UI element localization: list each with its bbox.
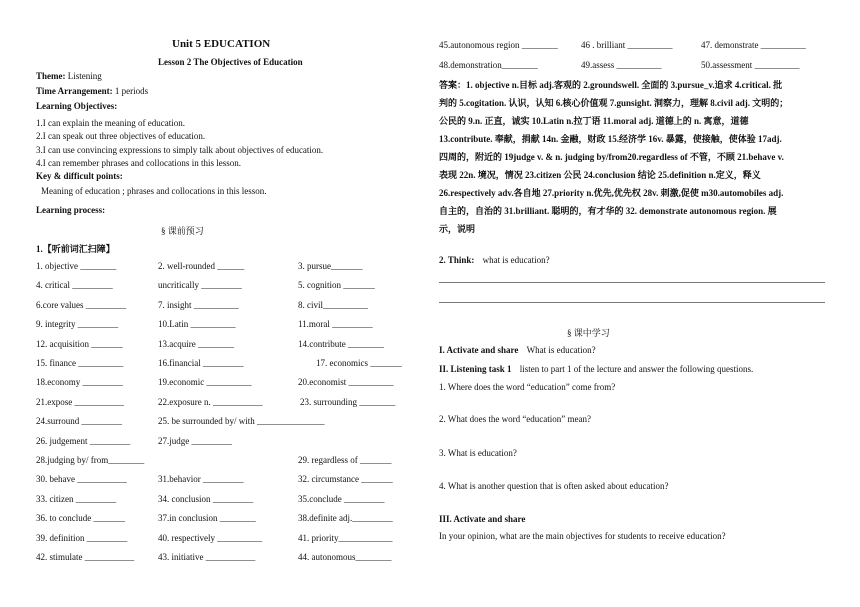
- vocab-item: 5. cognition _______: [298, 280, 375, 291]
- vocab-item: 26. judgement _________: [36, 435, 131, 446]
- vocab-item: 31.behavior _________: [158, 474, 244, 485]
- vocab-item: 15. finance __________: [36, 358, 124, 368]
- listening-label: II. Listening task 1: [439, 364, 512, 374]
- vocab-item: 25. be surrounded by/ with _______________: [158, 416, 325, 427]
- vocab-item: 13.acquire ________: [158, 338, 234, 349]
- vocab-item: 11.moral _________: [298, 319, 373, 330]
- activate3-text: In your opinion, what are the main objectives for students to receive education?: [439, 531, 726, 541]
- think-label: 2. Think:: [439, 255, 475, 265]
- vocab-item: 39. definition _________: [36, 532, 128, 543]
- objective-item: 4.I can remember phrases and collocations in this lesson.: [36, 158, 241, 168]
- vocab-item: 47. demonstrate __________: [701, 40, 806, 50]
- vocab-item: 20.economist __________: [298, 377, 394, 388]
- time-line: [36, 86, 148, 96]
- vocab-item: 37.in conclusion ________: [158, 513, 256, 524]
- activate-share-1: [439, 345, 596, 355]
- vocab-item: 14.contribute ________: [298, 338, 384, 349]
- question-item: 3. What is education?: [439, 448, 517, 458]
- vocab-item: 29. regardless of _______: [298, 455, 392, 465]
- vocab-item: 17. economics _______: [316, 358, 402, 368]
- vocab-item: 44. autonomous________: [298, 552, 392, 562]
- vocab-item: 50.assessment __________: [701, 60, 800, 70]
- answer-line: 判的 5.cogitation. 认识，认知 6.核心价值观 7.gunsight. 洞察力，理解 8.civil adj. 文明的；: [439, 98, 789, 108]
- vocab-item: 7. insight __________: [158, 299, 239, 310]
- vocab-item: 8. civil__________: [298, 299, 368, 310]
- process-heading: Learning process:: [36, 205, 106, 215]
- answer-line: 自主的，自治的 31.brilliant. 聪明的，有才华的 32. demonstrate autonomous region. 展: [439, 206, 777, 216]
- vocab-item: 46 . brilliant __________: [581, 40, 673, 50]
- lesson-title: Lesson 2 The Objectives of Education: [158, 57, 303, 67]
- question-item: 4. What is another question that is often asked about education?: [439, 481, 669, 491]
- vocab-item: 18.economy _________: [36, 377, 123, 388]
- listening-task: [439, 364, 753, 374]
- vocab-item: 41. priority____________: [298, 532, 393, 543]
- answer-rule: [439, 302, 825, 303]
- answer-line: 13.contribute. 奉献，捐献 14n. 金融，财政 15.经济学 16v. 暴露，使接触，使体验 17adj.: [439, 134, 782, 144]
- answer-rule: [439, 282, 825, 283]
- unit-title: Unit 5 EDUCATION: [172, 38, 271, 50]
- activate1-text: What is education?: [526, 345, 596, 355]
- vocab-item: 28.judging by/ from________: [36, 455, 145, 465]
- vocab-item: 3. pursue_______: [298, 261, 363, 271]
- vocab-item: 19.economic __________: [158, 377, 252, 388]
- answer-line: 26.respectively adv.各自地 27.priority n.优先,优先权 28v. 刺激,促使 m30.automobiles adj.: [439, 188, 784, 198]
- vocab-item: 33. citizen _________: [36, 493, 117, 504]
- vocab-item: 27.judge _________: [158, 435, 232, 446]
- question-item: 1. Where does the word “education” come from?: [439, 382, 616, 392]
- vocab-item: 49.assess __________: [581, 60, 662, 70]
- vocab-item: 40. respectively __________: [158, 532, 263, 543]
- vocab-item: 24.surround _________: [36, 416, 122, 427]
- vocab-item: 38.definite adj._________: [298, 513, 393, 524]
- vocab-item: 36. to conclude _______: [36, 513, 125, 524]
- objective-item: 2.I can speak out three objectives of education.: [36, 131, 206, 141]
- answer-line: 表现 22n. 境况，情况 23.citizen 公民 24.conclusion 结论 25.definition n.定义，释义: [439, 170, 761, 180]
- vocab-item: 2. well-rounded ______: [158, 261, 245, 271]
- vocab-item: 10.Latin __________: [158, 319, 236, 330]
- answer-line: 示，说明: [439, 224, 476, 234]
- in-class-heading: § 课中学习: [567, 328, 610, 338]
- vocab-item: 43. initiative ___________: [158, 552, 256, 562]
- objective-item: 3.I can use convincing expressions to simply talk about objectives of education.: [36, 145, 324, 155]
- vocab-item: 42. stimulate ___________: [36, 552, 135, 562]
- time-label: Time Arrangement:: [36, 86, 113, 96]
- answer-line: 答案：1. objective n.目标 adj.客观的 2.groundswell. 全面的 3.pursue_v.追求 4.critical. 批: [439, 80, 783, 90]
- time-value: 1 periods: [114, 86, 149, 96]
- vocab-item: 1. objective ________: [36, 261, 117, 271]
- listening-text: listen to part 1 of the lecture and answer the following questions.: [519, 364, 754, 374]
- theme-value: Listening: [67, 71, 102, 81]
- objective-item: 1.I can explain the meaning of education.: [36, 118, 185, 128]
- theme-label: Theme:: [36, 71, 66, 81]
- vocab-item: 6.core values _________: [36, 299, 127, 310]
- vocab-item: 4. critical _________: [36, 280, 113, 291]
- vocab-item: 22.exposure n. ___________: [158, 396, 263, 407]
- vocab-item: 34. conclusion _________: [158, 493, 254, 504]
- vocab-item: 16.financial _________: [158, 358, 244, 368]
- think-text: what is education?: [482, 255, 550, 265]
- key-points-text: Meaning of education ; phrases and collocations in this lesson.: [41, 186, 267, 196]
- vocab-item: 12. acquisition _______: [36, 338, 123, 349]
- vocab-item: 23. surrounding ________: [300, 396, 396, 407]
- theme-line: [36, 71, 102, 81]
- vocab-item: 30. behave ___________: [36, 474, 127, 485]
- key-points-heading: Key & difficult points:: [36, 171, 123, 181]
- activate3-label: III. Activate and share: [439, 514, 526, 524]
- vocab-item: 32. circumstance _______: [298, 474, 393, 485]
- objectives-heading: Learning Objectives:: [36, 101, 118, 111]
- think-line: [439, 255, 550, 265]
- answer-key: [439, 76, 827, 238]
- vocab-item: 9. integrity _________: [36, 319, 119, 330]
- vocab-item: 45.autonomous region ________: [439, 40, 558, 50]
- vocab-item: 21.expose ___________: [36, 396, 124, 407]
- vocab-item: 35.conclude _________: [298, 493, 385, 504]
- answer-line: 四周的，附近的 19judge v. & n. judging by/from20.regardless of 不管，不顾 21.behave v.: [439, 152, 784, 162]
- answer-line: 公民的 9.n. 正直，诚实 10.Latin n.拉丁语 11.moral adj. 道德上的 n. 寓意，道德: [439, 116, 749, 126]
- vocab-item: uncritically _________: [158, 280, 242, 291]
- question-item: 2. What does the word “education” mean?: [439, 414, 592, 424]
- section1-title: 1.【听前词汇扫障】: [36, 244, 115, 254]
- activate1-label: I. Activate and share: [439, 345, 519, 355]
- preview-heading: § 课前预习: [161, 226, 204, 236]
- vocab-item: 48.demonstration________: [439, 60, 538, 70]
